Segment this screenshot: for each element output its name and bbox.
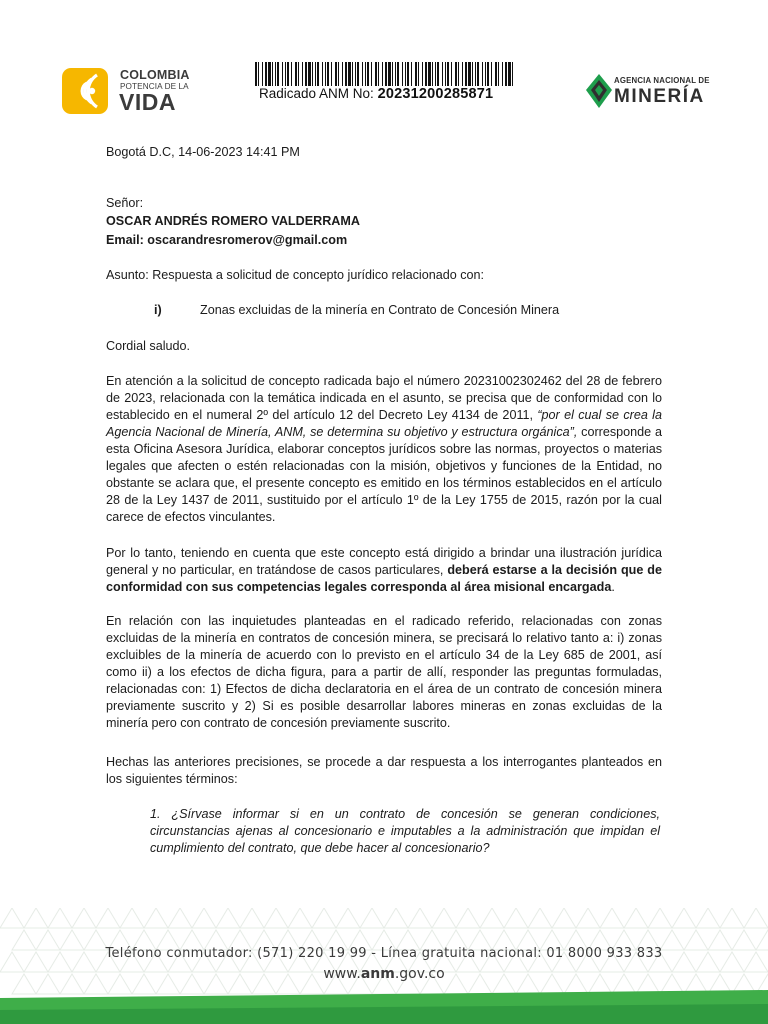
paragraph-4: Hechas las anteriores precisiones, se procede a dar respuesta a los interrogantes planteados en los siguientes términos: [106,755,662,786]
paragraph-1 [106,373,662,526]
colombia-logo-subtitle: POTENCIA DE LA [120,82,189,91]
salutation: Señor: [106,196,144,210]
footer-green-band [0,988,768,1024]
paragraph-1-decree-title: “por el cual se crea la Agencia Nacional de Minería, ANM, se determina su objetivo y estructura orgánica”, [106,408,662,439]
footer-web-domain: anm [360,966,395,982]
anm-logo-big-text: MINERÍA [614,86,705,107]
recipient-email: Email: oscarandresromerov@gmail.com [106,233,348,247]
paragraph-2-b: . [611,580,615,594]
subject-line: Asunto: Respuesta a solicitud de concepto jurídico relacionado con: [106,268,485,282]
recipient-name: OSCAR ANDRÉS ROMERO VALDERRAMA [106,214,360,228]
colombia-logo-vida: VIDA [119,89,176,115]
footer-web-suffix: .gov.co [394,966,445,982]
anm-diamond-icon [586,74,612,108]
paragraph-2 [106,545,662,596]
paragraph-1-a: En atención a la solicitud de concepto radicada bajo el número 20231002302462 del 28 de febrero de 2023, relacionada con la temática indicada en el asunto, se precisa que de conformidad con lo establecido en el numeral 2º del artículo 12 del Decreto Ley 4134 de 2011, [106,374,662,422]
footer-website[interactable] [0,966,768,982]
colombia-logo-icon [62,66,118,118]
paragraph-1-b: corresponde a esta Oficina Asesora Jurídica, elaborar conceptos jurídicos sobre las normas, proyectos o materias legales que afecten o estén relacionadas con la misión, objetivos y funciones de la Entidad, no obstante se aclara que, el presente concepto es emitido en los términos establecidos en el artículo 28 de la Ley 1437 de 2011, sustituido por el artículo 1º de la Ley 1755 de 2015, razón por la cual carece de efectos vinculantes. [106,425,662,524]
anm-logo-small-text: AGENCIA NACIONAL DE [614,76,710,85]
radicado-line [259,86,493,102]
footer-phone-line: Teléfono conmutador: (571) 220 19 99 - Línea gratuita nacional: 01 8000 933 833 [105,946,663,961]
footer-web-prefix: www. [323,966,361,982]
date-line: Bogotá D.C, 14-06-2023 14:41 PM [106,145,300,159]
colombia-logo-title: COLOMBIA [120,68,190,82]
paragraph-2-a: Por lo tanto, teniendo en cuenta que este concepto está dirigido a brindar una ilustración jurídica general y no particular, en tratándose de casos particulares, [106,546,662,577]
anm-logo [586,74,716,110]
paragraph-2-emphasis: deberá estarse a la decisión que de conformidad con sus competencias legales corresponda al área misional encargada [106,563,662,594]
paragraph-3: En relación con las inquietudes planteadas en el radicado referido, relacionadas con zonas excluidas de la minería en contratos de concesión minera, se precisará lo relativo tanto a: i) zonas excluibles de la minería de acuerdo con lo previsto en el artículo 34 de la Ley 685 de 2001, así como ii) a los efectos de dicha figura, para a partir de allí, responder las preguntas formuladas, relacionadas con: 1) Efectos de dicha declaratoria en el área de un contrato de concesión minera previamente suscrito y 2) Si es posible desarrollar labores mineras en zonas excluidas de la minería pero con contrato de concesión previamente suscrito. [106,614,662,730]
greeting: Cordial saludo. [106,339,191,353]
question-1: 1. ¿Sírvase informar si en un contrato de concesión se generan condiciones, circunstancias ajenas al concesionario e imputables a la administración que impidan el cumplimiento del contrato, que debe hacer al concesionario? [150,807,660,855]
radicado-label: Radicado ANM No: [259,86,374,101]
subject-item-marker: i) [154,303,162,317]
barcode-image [255,62,513,86]
radicado-number: 20231200285871 [377,86,494,102]
subject-item-text: Zonas excluidas de la minería en Contrato de Concesión Minera [200,303,560,317]
colombia-potencia-logo [62,66,202,118]
